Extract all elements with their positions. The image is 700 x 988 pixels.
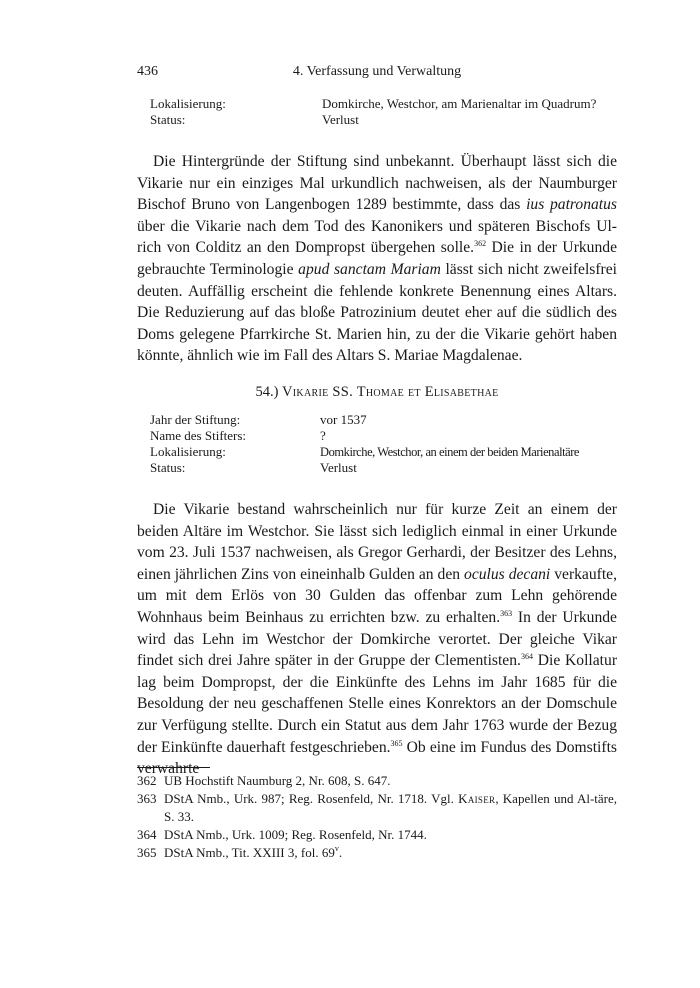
text-run: DStA Nmb., Tit. XXIII 3, fol. 69 [164, 845, 335, 860]
footnote-number: 363 [137, 791, 157, 806]
footnote-ref[interactable]: 364 [520, 652, 533, 662]
metadata-row [150, 428, 620, 444]
text-run: , Kapellen und Al-täre, S. 33. [164, 791, 617, 824]
footnote [137, 826, 617, 844]
italic-term: oculus decani [464, 565, 551, 583]
footnote-text [164, 844, 617, 862]
text-run: Die Hintergründe der Stiftung sind unbekannt. Überhaupt lässt sich die Vikarie nur ein einziges Mal urkundlich nachweisen, als der Naumburger Bischof Bruno von Langenbogen 1289 bestimmte, dass das [137, 153, 617, 214]
section-number: 54.) [255, 384, 279, 400]
metadata-label: Lokalisierung: [150, 96, 226, 111]
text-run: Die Vikarie bestand wahrscheinlich nur für kurze Zeit an einem der beiden Altäre im Westchor. Sie lässt sich lediglich einmal in einer Urkunde vom 23. Juli 1537 nachweisen, als Gregor Gerhardi, der Besitzer des Lehns, einen jährlichen Zins von eineinhalb Gulden an den [137, 501, 617, 583]
metadata-value: Domkirche, Westchor, am Marienaltar im Quadrum? [322, 96, 597, 111]
running-head-title: 4. Verfassung und Verwaltung [292, 64, 462, 79]
metadata-value: Verlust [320, 460, 357, 475]
footnote-text: UB Hochstift Naumburg 2, Nr. 608, S. 647. [164, 773, 391, 788]
footnote-ref[interactable]: 363 [500, 608, 513, 618]
footnote-number: 364 [137, 827, 157, 842]
text-run: verkaufte, um mit dem Erlös von 30 Gulden das offenbar zum Lehn gehörende Wohnhaus beim Beinhaus zu errichten bzw. zu erhalten. [137, 565, 617, 626]
text-run: In der Urkunde wird das Lehn im Westchor der Domkirche verortet. Der gleiche Vikar findet sich drei Jahre später in der Gruppe der Clementisten. [137, 608, 617, 670]
metadata-label: Status: [150, 460, 186, 475]
italic-term: ius patronatus [526, 196, 617, 214]
superscript: v [334, 844, 339, 853]
author-name: Kaiser [458, 791, 496, 806]
metadata-row [150, 112, 620, 128]
footnote-text: DStA Nmb., Urk. 1009; Reg. Rosenfeld, Nr. 1744. [164, 827, 427, 842]
text-run: Die in der Urkunde gebrauchte Terminologie [137, 239, 617, 278]
metadata-value: ? [320, 428, 326, 443]
footnote-number: 365 [137, 845, 157, 860]
metadata-value: Domkirche, Westchor, an einem der beiden Marienaltäre [320, 445, 580, 459]
metadata-value: vor 1537 [320, 412, 367, 427]
metadata-row [150, 460, 620, 476]
body-paragraph [137, 499, 617, 780]
metadata-row [150, 412, 620, 428]
page-number: 436 [137, 64, 158, 79]
body-paragraph [137, 151, 617, 367]
footnote-ref[interactable]: 362 [474, 239, 487, 249]
footnote [137, 772, 617, 790]
italic-term: apud sanctam Mariam [298, 260, 441, 278]
section-heading [137, 382, 617, 402]
metadata-value: Verlust [322, 112, 359, 127]
text-run: DStA Nmb., Urk. 987; Reg. Rosenfeld, Nr. 1718. Vgl. [164, 791, 459, 806]
text-run: lässt sich nicht zweifelsfrei deuten. Auffällig erscheint die fehlende konkrete Benennung eines Altars. Die Reduzierung auf das bloße Patrozinium deutet eher auf die südlich des Doms gelegene Pfarrkirche St. Marien hin, zu der die Vikarie gehört haben könnte, ähnlich wie im Fall des Altars S. Mariae Magdalenae. [137, 260, 617, 365]
metadata-label: Lokalisierung: [150, 444, 226, 459]
previous-entry-metadata [150, 96, 620, 128]
metadata-label: Status: [150, 112, 186, 127]
footnotes [137, 772, 617, 862]
entry-metadata [150, 412, 620, 476]
section-title: Vikarie SS. Thomae et Elisabethae [282, 384, 499, 400]
metadata-label: Jahr der Stiftung: [150, 412, 241, 427]
footnote [137, 844, 617, 862]
text-run: über die Vikarie nach dem Tod des Kanonikers und späteren Bischofs Ul-rich von Colditz an den Dompropst übergehen solle. [137, 217, 617, 257]
footnote-ref[interactable]: 365 [390, 738, 403, 748]
text-run: Ob eine im Fundus des Domstifts verwahrte [137, 738, 617, 778]
text-run: Die Kollatur lag beim Dompropst, der die Einkünfte des Lehns im Jahr 1685 für die Besoldung der neu geschaffenen Stelle eines Konrektors an der Domschule zur Verfügung stellte. Durch ein Statut aus dem Jahr 1763 wurde der Bezug der Einkünfte dauerhaft festgeschrieben. [137, 652, 618, 756]
footnote-divider [137, 767, 210, 768]
footnote [137, 790, 617, 826]
footnote-number: 362 [137, 773, 157, 788]
metadata-row [150, 444, 620, 460]
text-run: . [338, 845, 343, 860]
metadata-label: Name des Stifters: [150, 428, 247, 443]
metadata-row [150, 96, 620, 112]
running-head [137, 62, 617, 82]
footnote-text [164, 790, 617, 826]
